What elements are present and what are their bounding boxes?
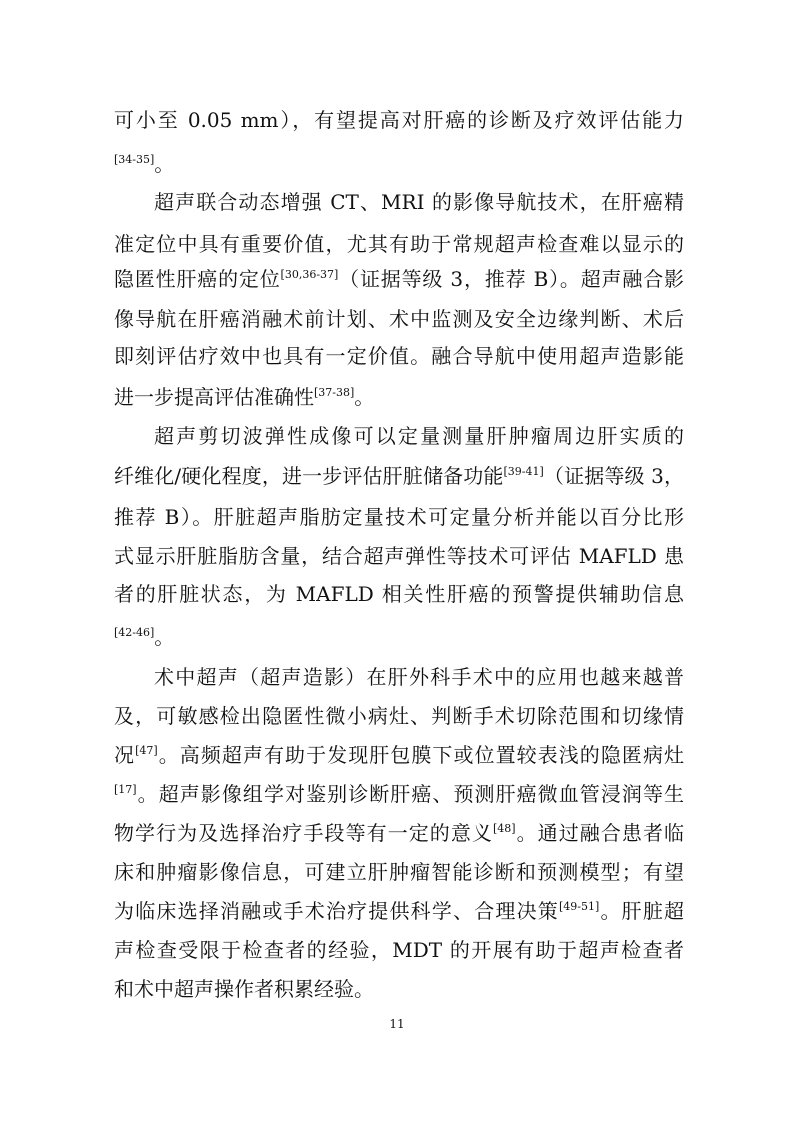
paragraph-line: 式显示肝脏脂肪含量，结合超声弹性等技术可评估 MAFLD 患 (114, 544, 684, 568)
paragraph-line: 床和肿瘤影像信息，可建立肝肿瘤智能诊断和预测模型；有望 (114, 860, 684, 884)
paragraph-line: 准定位中具有重要价值，尤其有助于常规超声检查难以显示的 (114, 232, 684, 256)
paragraph-line: 进一步提高评估准确性[37-38]。 (114, 385, 375, 409)
paragraph-line: 声检查受限于检查者的经验，MDT 的开展有助于超声检查者 (114, 938, 684, 962)
paragraph-line: 为临床选择消融或手术治疗提供科学、合理决策[49-51]。肝脏超 (114, 899, 685, 923)
paragraph-line: 及，可敏感检出隐匿性微小病灶、判断手术切除范围和切缘情 (114, 704, 684, 728)
citation: [30,36-37] (280, 268, 339, 281)
paragraph-line: [34-35]。 (114, 152, 175, 176)
paragraph-line: 术中超声（超声造影）在肝外科手术中的应用也越来越普 (154, 665, 684, 689)
paragraph-line: 纤维化/硬化程度，进一步评估肝脏储备功能[39-41]（证据等级 3， (114, 464, 684, 488)
citation: [47] (135, 744, 158, 757)
paragraph-line: 推荐 B）。肝脏超声脂肪定量技术可定量分析并能以百分比形 (114, 505, 684, 529)
citation: [49-51] (558, 900, 600, 913)
paragraph-line: 隐匿性肝癌的定位[30,36-37]（证据等级 3，推荐 B）。超声融合影 (114, 267, 685, 291)
paragraph-line: 超声联合动态增强 CT、MRI 的影像导航技术，在肝癌精 (154, 190, 684, 214)
citation: [48] (492, 822, 516, 835)
citation: [42-46] (114, 626, 155, 639)
paragraph-line: 者的肝脏状态，为 MAFLD 相关性肝癌的预警提供辅助信息 (114, 582, 684, 606)
paragraph-line: 超声剪切波弹性成像可以定量测量肝肿瘤周边肝实质的 (154, 424, 684, 448)
citation: [37-38] (314, 386, 355, 399)
paragraph-line: 即刻评估疗效中也具有一定价值。融合导航中使用超声造影能 (114, 344, 684, 368)
paragraph-line: 和术中超声操作者积累经验。 (114, 977, 374, 1001)
citation: [39-41] (503, 465, 544, 478)
paragraph-line: [42-46]。 (114, 625, 175, 649)
paragraph-line: 况[47]。高频超声有助于发现肝包膜下或位置较表浅的隐匿病灶 (114, 743, 685, 767)
citation: [34-35] (114, 153, 155, 166)
paragraph-line: 像导航在肝癌消融术前计划、术中监测及安全边缘判断、术后 (114, 307, 684, 331)
citation: [17] (114, 783, 137, 796)
paragraph-line: 物学行为及选择治疗手段等有一定的意义[48]。通过融合患者临 (114, 821, 685, 845)
paragraph-line: [17]。超声影像组学对鉴别诊断肝癌、预测肝癌微血管浸润等生 (114, 782, 684, 806)
page-number: 11 (389, 1017, 405, 1031)
paragraph-line: 可小至 0.05 mm），有望提高对肝癌的诊断及疗效评估能力 (114, 108, 684, 132)
